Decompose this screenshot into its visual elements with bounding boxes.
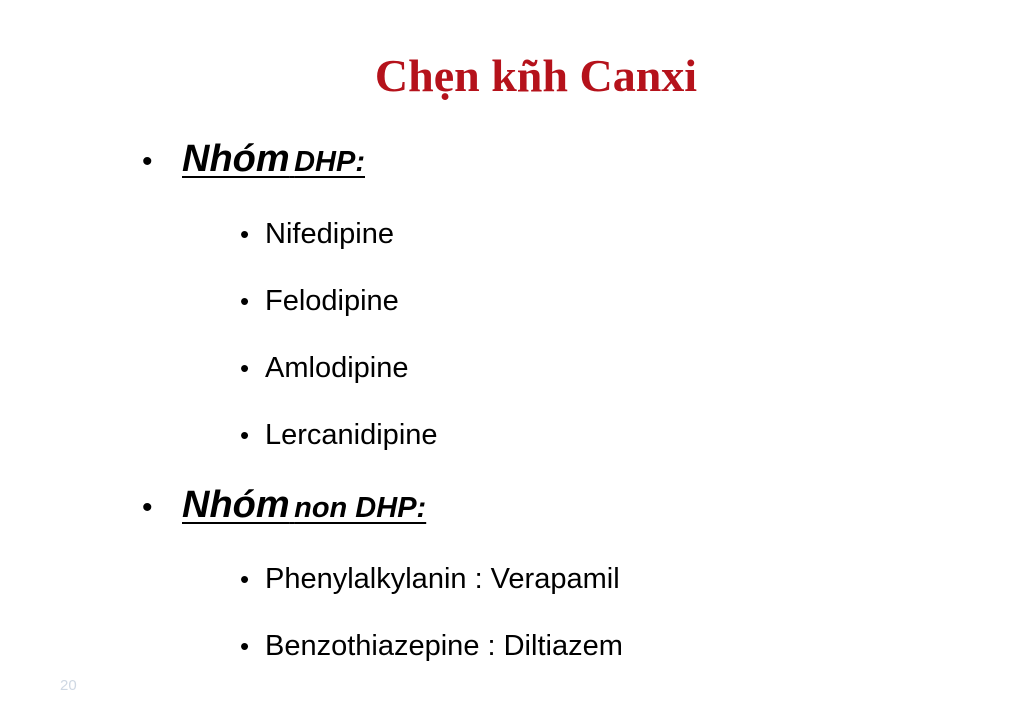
group-heading-non-dhp xyxy=(142,484,426,527)
bullet-glyph: • xyxy=(240,420,250,450)
group-heading-rest: DHP: xyxy=(294,146,365,178)
list-item-label: Benzothiazepine : Diltiazem xyxy=(265,630,623,662)
bullet-glyph: • xyxy=(142,145,153,178)
group-heading-main: Nhóm xyxy=(182,138,290,180)
list-item xyxy=(240,285,399,318)
list-item-label: Felodipine xyxy=(265,285,399,317)
bullet-glyph: • xyxy=(240,219,250,249)
list-item xyxy=(240,218,394,251)
list-item xyxy=(240,630,623,663)
bullet-glyph: • xyxy=(240,564,250,594)
list-item xyxy=(240,352,408,385)
list-item xyxy=(240,419,438,452)
list-item-label: Nifedipine xyxy=(265,218,394,250)
list-item-label: Amlodipine xyxy=(265,352,409,384)
group-heading-dhp xyxy=(142,138,365,181)
group-heading-main: Nhóm xyxy=(182,484,290,526)
group-heading-text xyxy=(182,484,426,527)
bullet-glyph: • xyxy=(240,286,250,316)
slide-title: Chẹn kñh Canxi xyxy=(374,50,698,101)
bullet-glyph: • xyxy=(142,491,153,524)
page-number: 20 xyxy=(60,677,77,694)
list-item-label: Lercanidipine xyxy=(265,419,438,451)
group-heading-rest: non DHP: xyxy=(294,492,427,524)
group-heading-text xyxy=(182,138,365,181)
bullet-glyph: • xyxy=(240,353,250,383)
list-item-label: Phenylalkylanin : Verapamil xyxy=(265,563,620,595)
bullet-glyph: • xyxy=(240,631,250,661)
list-item xyxy=(240,563,620,596)
